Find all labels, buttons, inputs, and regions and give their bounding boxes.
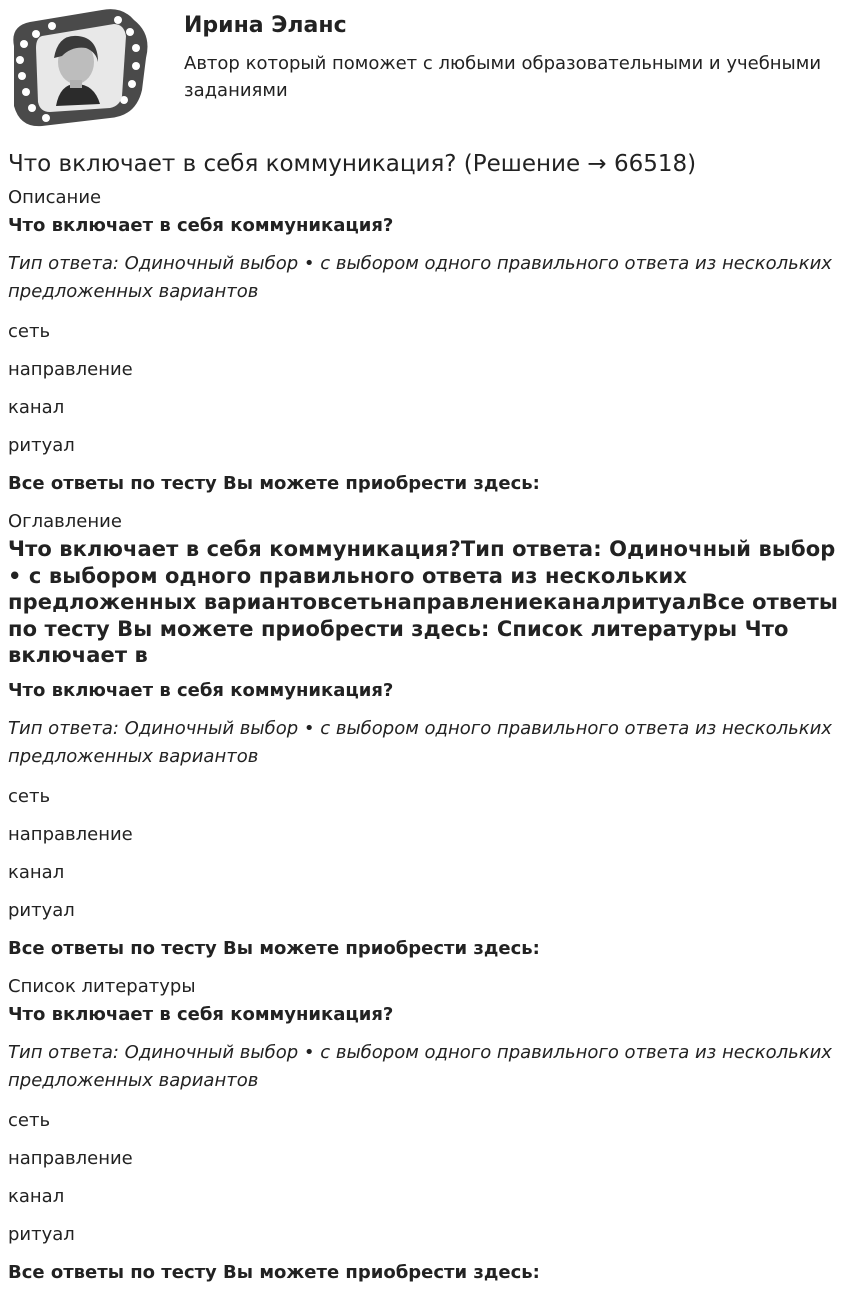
author-name: Ирина Эланс: [184, 13, 347, 38]
question-text: Что включает в себя коммуникация?: [8, 679, 394, 701]
toc-section: [8, 510, 838, 961]
main-content: [8, 146, 838, 1285]
author-description: Автор который поможет с любыми образовательными и учебными заданиями: [184, 53, 822, 101]
option-item: ритуал: [8, 899, 75, 921]
option-item: сеть: [8, 321, 51, 342]
option-item: направление: [8, 359, 133, 380]
option-item: канал: [8, 1185, 65, 1207]
option-item: ритуал: [8, 1223, 75, 1245]
buy-answers-link[interactable]: Все ответы по тесту Вы можете приобрести здесь:: [8, 473, 540, 494]
option-item: канал: [8, 861, 65, 883]
answer-type-text: Тип ответа: Одиночный выбор • с выбором одного правильного ответа из нескольких предложенных вариантов: [8, 1041, 832, 1091]
buy-answers-link[interactable]: Все ответы по тесту Вы можете приобрести здесь:: [8, 1261, 540, 1283]
option-item: сеть: [8, 1109, 51, 1131]
option-item: ритуал: [8, 435, 75, 456]
avatar-film-frame-icon: [6, 6, 152, 128]
author-avatar[interactable]: [6, 6, 152, 128]
section-heading-literature: Список литературы: [8, 975, 196, 997]
buy-answers-link[interactable]: Все ответы по тесту Вы можете приобрести здесь:: [8, 937, 540, 959]
answer-type-text: Тип ответа: Одиночный выбор • с выбором одного правильного ответа из нескольких предложенных вариантов: [8, 253, 832, 302]
section-heading-description: Описание: [8, 187, 102, 208]
section-heading-toc: Оглавление: [8, 511, 122, 532]
question-text: Что включает в себя коммуникация?: [8, 215, 394, 236]
answer-type-text: Тип ответа: Одиночный выбор • с выбором одного правильного ответа из нескольких предложенных вариантов: [8, 717, 832, 767]
literature-section: [8, 975, 838, 1285]
page-title: Что включает в себя коммуникация? (Решение → 66518): [8, 151, 697, 177]
question-text: Что включает в себя коммуникация?: [8, 1003, 394, 1025]
toc-summary: Что включает в себя коммуникация?Тип ответа: Одиночный выбор • с выбором одного правильного ответа из нескольких предложенных вариантовсетьнаправлениеканалритуалВсе ответы по тесту Вы можете приобрести здесь: Список литературы Что включает в: [8, 537, 838, 667]
option-item: направление: [8, 1147, 133, 1169]
option-item: направление: [8, 823, 133, 845]
option-item: канал: [8, 397, 65, 418]
description-section: [8, 186, 838, 496]
option-item: сеть: [8, 785, 51, 807]
